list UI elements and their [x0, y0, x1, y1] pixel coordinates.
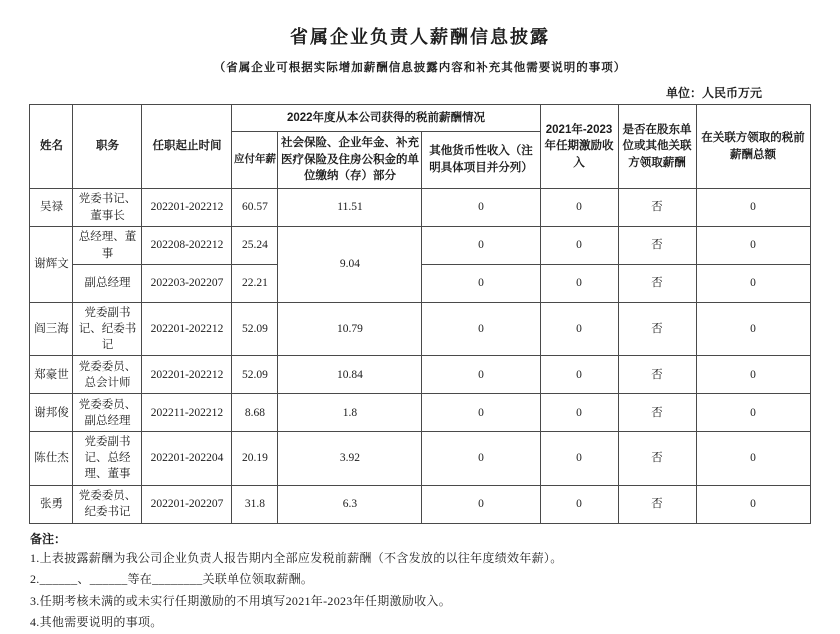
- cell-name: 张勇: [30, 485, 73, 523]
- cell-related-paid: 否: [618, 432, 696, 485]
- cell-position: 党委副书记、总经理、董事: [73, 432, 142, 485]
- cell-social-insurance: 1.8: [278, 394, 422, 432]
- cell-other-income: 0: [422, 485, 540, 523]
- cell-annual-salary: 8.68: [232, 394, 278, 432]
- cell-related-total: 0: [696, 303, 810, 356]
- cell-position: 党委副书记、纪委书记: [73, 303, 142, 356]
- notes-label: 备注：: [30, 531, 67, 546]
- cell-position: 总经理、董事: [73, 227, 142, 265]
- cell-name: 郑豪世: [30, 356, 73, 394]
- header-group-2022: 2022年度从本公司获得的税前薪酬情况: [232, 105, 540, 132]
- note-item-2: 2.______、______等在________关联单位领取薪酬。: [30, 572, 314, 587]
- cell-term-incentive: 0: [540, 189, 618, 227]
- header-social-insurance: 社会保险、企业年金、补充医疗保险及住房公积金的单位缴纳（存）部分: [278, 132, 422, 189]
- cell-related-paid: 否: [618, 189, 696, 227]
- cell-other-income: 0: [422, 227, 540, 265]
- notes-section: [30, 531, 810, 634]
- cell-related-paid: 否: [618, 394, 696, 432]
- page-subtitle: （省属企业可根据实际增加薪酬信息披露内容和补充其他需要说明的事项）: [213, 62, 627, 74]
- cell-other-income: 0: [422, 394, 540, 432]
- header-annual-salary: 应付年薪: [232, 132, 278, 189]
- cell-name: 谢邦俊: [30, 394, 73, 432]
- cell-related-total: 0: [696, 394, 810, 432]
- cell-term-incentive: 0: [540, 356, 618, 394]
- cell-annual-salary: 25.24: [232, 227, 278, 265]
- cell-related-total: 0: [696, 265, 810, 303]
- cell-tenure: 202203-202207: [142, 265, 232, 303]
- cell-tenure: 202208-202212: [142, 227, 232, 265]
- note-item-4: 4.其他需要说明的事项。: [30, 615, 163, 630]
- cell-annual-salary: 31.8: [232, 485, 278, 523]
- header-row-group: [30, 105, 810, 132]
- cell-social-insurance: 10.84: [278, 356, 422, 394]
- cell-annual-salary: 20.19: [232, 432, 278, 485]
- cell-other-income: 0: [422, 265, 540, 303]
- cell-tenure: 202201-202212: [142, 189, 232, 227]
- cell-social-insurance: 10.79: [278, 303, 422, 356]
- table-row: [30, 356, 810, 394]
- table-row: [30, 432, 810, 485]
- salary-table: [29, 104, 810, 524]
- note-item-3: 3.任期考核未满的或未实行任期激励的不用填写2021年-2023年任期激励收入。: [30, 593, 451, 608]
- cell-related-paid: 否: [618, 265, 696, 303]
- cell-annual-salary: 22.21: [232, 265, 278, 303]
- cell-annual-salary: 52.09: [232, 356, 278, 394]
- table-row: [30, 394, 810, 432]
- cell-annual-salary: 52.09: [232, 303, 278, 356]
- cell-position: 党委书记、董事长: [73, 189, 142, 227]
- unit-label: 单位：人民币万元: [665, 86, 762, 100]
- cell-position: 副总经理: [73, 265, 142, 303]
- header-position: 职务: [73, 105, 142, 189]
- header-other-income: 其他货币性收入（注明具体项目并分列）: [422, 132, 540, 189]
- table-header: [30, 105, 810, 189]
- cell-related-total: 0: [696, 189, 810, 227]
- header-tenure: 任职起止时间: [142, 105, 232, 189]
- cell-position: 党委委员、纪委书记: [73, 485, 142, 523]
- header-related-paid: 是否在股东单位或其他关联方领取薪酬: [618, 105, 696, 189]
- cell-related-total: 0: [696, 485, 810, 523]
- table-row: [30, 485, 810, 523]
- table-row: [30, 227, 810, 265]
- cell-tenure: 202201-202212: [142, 356, 232, 394]
- cell-other-income: 0: [422, 432, 540, 485]
- cell-tenure: 202201-202212: [142, 303, 232, 356]
- cell-position: 党委委员、总会计师: [73, 356, 142, 394]
- cell-related-paid: 否: [618, 485, 696, 523]
- cell-name: 谢辉文: [30, 227, 73, 303]
- cell-related-total: 0: [696, 227, 810, 265]
- page-title: 省属企业负责人薪酬信息披露: [290, 27, 550, 47]
- cell-annual-salary: 60.57: [232, 189, 278, 227]
- cell-name: 吴禄: [30, 189, 73, 227]
- cell-tenure: 202201-202207: [142, 485, 232, 523]
- cell-position: 党委委员、副总经理: [73, 394, 142, 432]
- cell-related-total: 0: [696, 432, 810, 485]
- cell-social-insurance: 9.04: [278, 227, 422, 303]
- cell-related-paid: 否: [618, 356, 696, 394]
- header-related-total: 在关联方领取的税前薪酬总额: [696, 105, 810, 189]
- cell-related-paid: 否: [618, 303, 696, 356]
- cell-social-insurance: 6.3: [278, 485, 422, 523]
- cell-term-incentive: 0: [540, 265, 618, 303]
- cell-social-insurance: 11.51: [278, 189, 422, 227]
- cell-social-insurance: 3.92: [278, 432, 422, 485]
- table-row: [30, 303, 810, 356]
- header-term-incentive: 2021年-2023年任期激励收入: [540, 105, 618, 189]
- table-body: [30, 189, 810, 524]
- cell-other-income: 0: [422, 189, 540, 227]
- cell-tenure: 202201-202204: [142, 432, 232, 485]
- header-name: 姓名: [30, 105, 73, 189]
- cell-term-incentive: 0: [540, 394, 618, 432]
- cell-term-incentive: 0: [540, 432, 618, 485]
- cell-term-incentive: 0: [540, 227, 618, 265]
- cell-related-total: 0: [696, 356, 810, 394]
- note-item-1: 1.上表披露薪酬为我公司企业负责人报告期内全部应发税前薪酬（不含发放的以往年度绩效年薪）。: [30, 550, 563, 565]
- cell-name: 陈仕杰: [30, 432, 73, 485]
- cell-tenure: 202211-202212: [142, 394, 232, 432]
- cell-term-incentive: 0: [540, 303, 618, 356]
- cell-name: 阎三海: [30, 303, 73, 356]
- cell-other-income: 0: [422, 303, 540, 356]
- cell-term-incentive: 0: [540, 485, 618, 523]
- cell-other-income: 0: [422, 356, 540, 394]
- cell-related-paid: 否: [618, 227, 696, 265]
- table-row: [30, 189, 810, 227]
